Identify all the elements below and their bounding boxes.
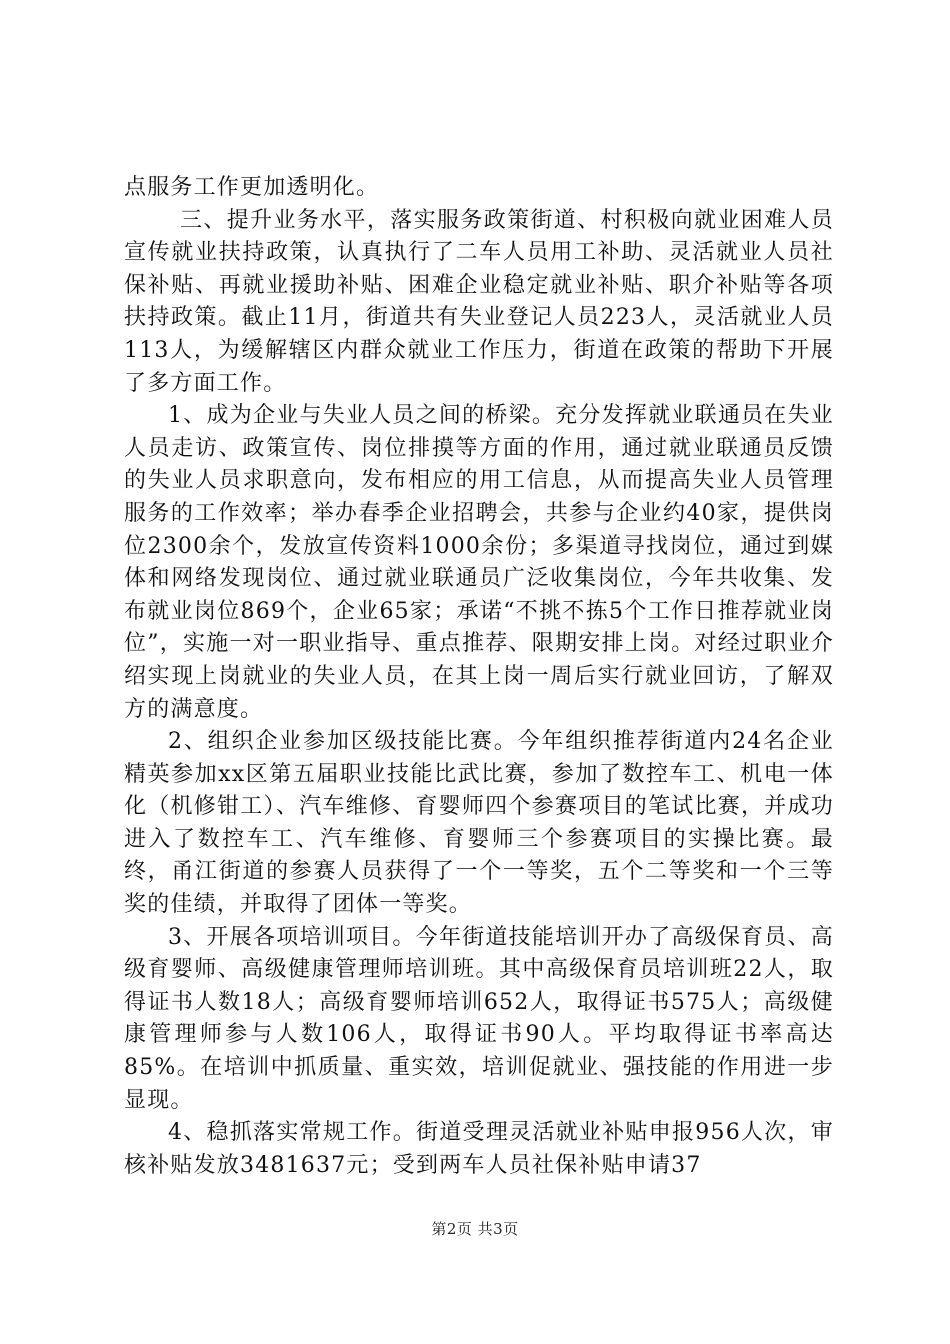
page-number-footer: 第2页 共3页 [431, 1220, 519, 1238]
paragraph-section-three: 三、提升业务水平，落实服务政策街道、村积极向就业困难人员宣传就业扶持政策，认真执行了二车人员用工补助、灵活就业人员社保补贴、再就业援助补贴、困难企业稳定就业补贴、职介补贴等各项扶持政策。截止11月，街道共有失业登记人员223人，灵活就业人员113人，为缓解辖区内群众就业工作压力，街道在政策的帮助下开展了多方面工作。 [124, 207, 834, 396]
paragraph-item-2: 2、组织企业参加区级技能比赛。今年组织推荐街道内24名企业精英参加xx区第五届职业技能比武比赛，参加了数控车工、机电一体化（机修钳工）、汽车维修、育婴师四个参赛项目的笔试比赛，并成功进入了数控车工、汽车维修、育婴师三个参赛项目的实操比赛。最终，甬江街道的参赛人员获得了一个一等奖，五个二等奖和一个三等奖的佳绩，并取得了团体一等奖。 [124, 729, 834, 918]
paragraph-item-4: 4、稳抓落实常规工作。街道受理灵活就业补贴申报956人次，审核补贴发放3481637元；受到两车人员社保补贴申请37 [124, 1120, 834, 1178]
paragraph-continuation: 点服务工作更加透明化。 [124, 175, 380, 200]
paragraph-item-3: 3、开展各项培训项目。今年街道技能培训开办了高级保育员、高级育婴师、高级健康管理师培训班。其中高级保育员培训班22人，取得证书人数18人；高级育婴师培训652人，取得证书575人；高级健康管理师参与人数106人，取得证书90人。平均取得证书率高达85%。在培训中抓质量、重实效，培训促就业、强技能的作用进一步显现。 [124, 924, 834, 1113]
paragraph-item-1: 1、成为企业与失业人员之间的桥梁。充分发挥就业联通员在失业人员走访、政策宣传、岗位排摸等方面的作用，通过就业联通员反馈的失业人员求职意向，发布相应的用工信息，从而提高失业人员管理服务的工作效率；举办春季企业招聘会，共参与企业约40家，提供岗位2300余个，发放宣传资料1000余份；多渠道寻找岗位，通过到媒体和网络发现岗位、通过就业联通员广泛收集岗位，今年共收集、发布就业岗位869个，企业65家；承诺“不挑不拣5个工作日推荐就业岗位”，实施一对一职业指导、重点推荐、限期安排上岗。对经过职业介绍实现上岗就业的失业人员，在其上岗一周后实行就业回访，了解双方的满意度。 [124, 403, 834, 722]
document-body [124, 172, 834, 1182]
